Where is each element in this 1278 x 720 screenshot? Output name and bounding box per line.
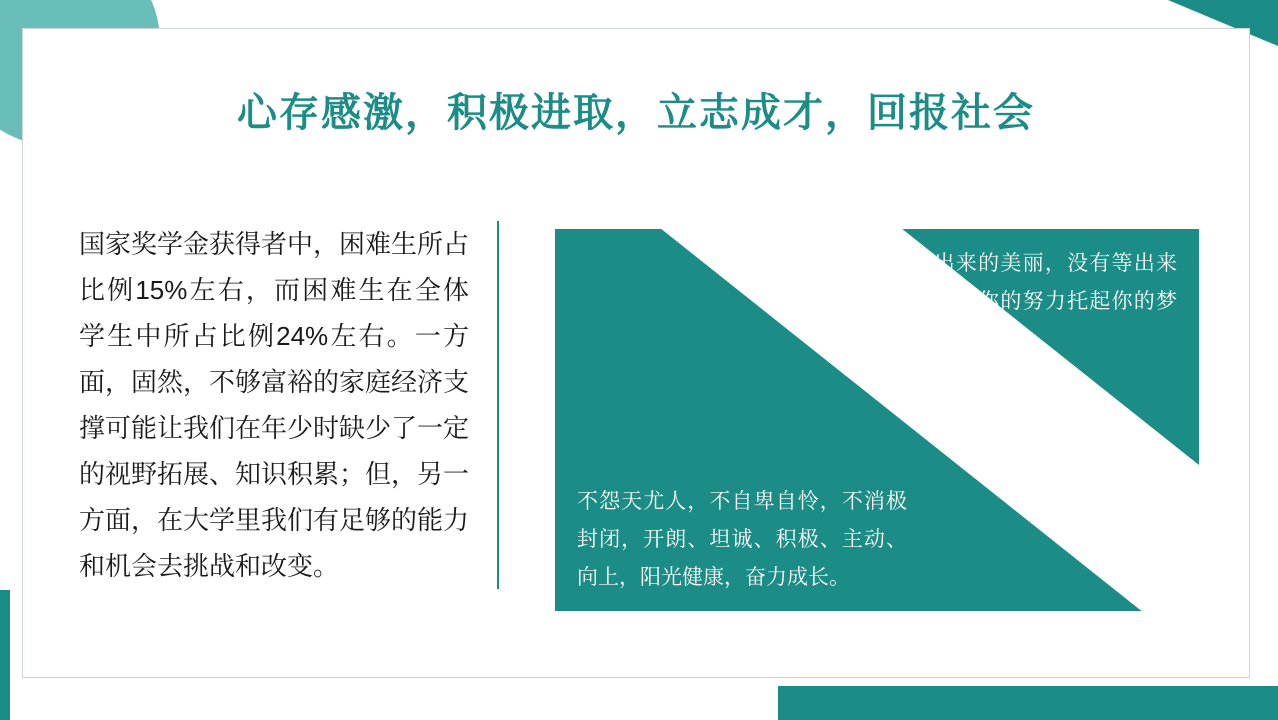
quote-panel xyxy=(555,229,1199,611)
quote-text-bottom: 不怨天尤人，不自卑自怜，不消极封闭，开朗、坦诚、积极、主动、向上，阳光健康，奋力成长。 xyxy=(577,490,907,589)
slide-content-card xyxy=(22,28,1250,678)
decorative-bar-bottom-left xyxy=(0,590,10,720)
left-paragraph: 国家奖学金获得者中，困难生所占比例15%左右，而困难生在全体学生中所占比例24%左右。一方面，固然，不够富裕的家庭经济支撑可能让我们在年少时缺少了一定的视野拓展、知识积累；但，另一方面，在大学里我们有足够的能力和机会去挑战和改变。 xyxy=(79,221,499,589)
decorative-triangle-bottom-right xyxy=(1008,686,1278,720)
slide-title: 心存感激，积极进取，立志成才，回报社会 xyxy=(237,91,1035,135)
quote-text-top: 只有拼出来的美丽，没有等出来的辉煌。用你的努力托起你的梦想！ xyxy=(867,252,1177,351)
slide-body xyxy=(79,209,1199,629)
